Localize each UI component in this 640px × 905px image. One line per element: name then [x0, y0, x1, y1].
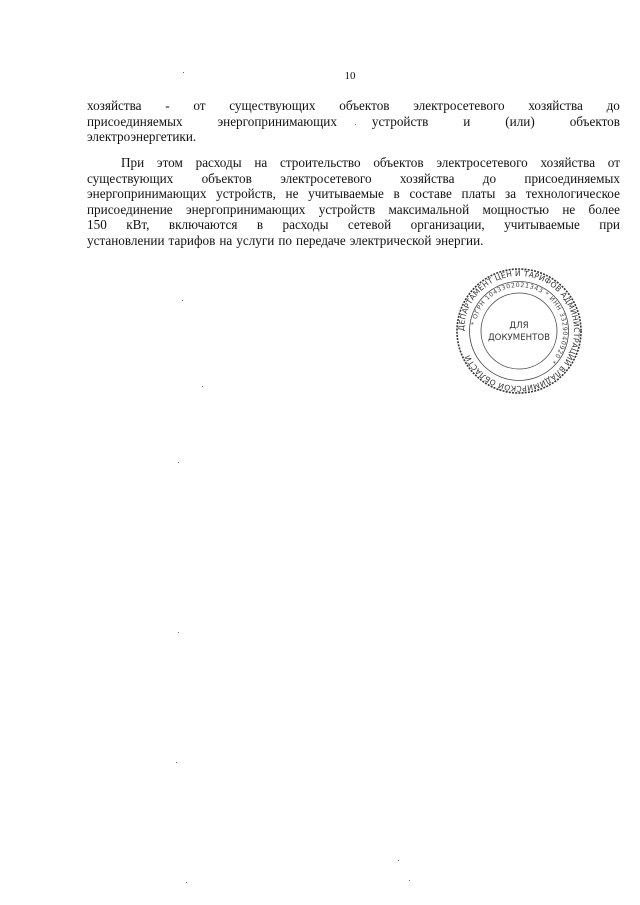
text-line [87, 233, 620, 249]
word: этом [156, 155, 183, 170]
word: электроэнергетики. [87, 129, 197, 145]
word: хозяйства [528, 98, 583, 113]
word: объектов [201, 170, 252, 186]
scan-speck [176, 762, 177, 763]
word: в [393, 186, 400, 202]
word: энергопринимающих [87, 186, 207, 202]
text-line [87, 202, 620, 218]
word: по [278, 232, 293, 248]
word: включаются [168, 217, 238, 233]
paragraph-2 [87, 155, 620, 249]
text-line [87, 186, 620, 202]
word: платы [461, 186, 496, 202]
word: на [219, 232, 233, 248]
word: передаче [296, 232, 346, 248]
word: не [562, 201, 576, 217]
scan-speck [182, 300, 183, 301]
text-line [87, 171, 620, 187]
word: электрической [349, 232, 432, 248]
word: энергопринимающих [185, 201, 306, 217]
text-line [87, 114, 620, 130]
word: кВт, [126, 217, 150, 233]
word: электросетевого [280, 170, 372, 186]
word: учитываемые [308, 186, 384, 202]
word: энергии. [435, 232, 484, 248]
word: присоединяемых [87, 113, 183, 129]
word: за [505, 186, 517, 202]
word: объектов [569, 113, 620, 129]
text-line [87, 155, 620, 171]
word: энергопринимающих [217, 113, 337, 129]
scan-speck [409, 880, 410, 881]
word: электросетевого [413, 98, 505, 113]
scan-speck [186, 882, 187, 883]
word: расходы [282, 217, 329, 233]
word: хозяйства [87, 98, 142, 113]
scan-speck [183, 72, 184, 73]
word: существующих [87, 170, 174, 186]
seal-outer-text: ДЕПАРТАМЕНТ ЦЕН И ТАРИФОВ АДМИНИСТРАЦИИ ВЛАДИМИРСКОЙ ОБЛАСТИ [456, 268, 582, 394]
word: 150 [87, 217, 107, 233]
seal-center-line-1: ДЛЯ [509, 321, 529, 331]
scan-speck [178, 462, 179, 463]
word: тарифов [168, 232, 216, 248]
seal-center-line-2: ДОКУМЕНТОВ [487, 333, 551, 343]
scan-speck [202, 386, 203, 387]
word: устройств [371, 113, 429, 129]
word: составе [409, 186, 452, 202]
word: максимальной [388, 201, 470, 217]
word: услуги [236, 232, 275, 248]
word: - [165, 98, 170, 113]
text-line [87, 129, 620, 145]
word: присоединяемых [524, 170, 620, 186]
word: на [254, 155, 268, 170]
scan-speck [398, 860, 399, 861]
word: мощностью [482, 201, 549, 217]
word: до [606, 98, 620, 113]
text-line [87, 98, 620, 114]
page-number: 10 [344, 70, 356, 82]
scan-speck [355, 124, 356, 125]
word: сетевой [347, 217, 392, 233]
word: (или) [505, 113, 535, 129]
word: объектов [373, 155, 424, 170]
word: существующих [229, 98, 316, 113]
scan-speck [178, 632, 179, 633]
paragraph-1 [87, 98, 620, 145]
word: электросетевого [436, 155, 528, 170]
word: при [599, 217, 620, 233]
word: от [607, 155, 620, 170]
word: хозяйства [399, 170, 455, 186]
word: При [121, 155, 145, 170]
word: устройств, [216, 186, 276, 202]
word: установлении [87, 232, 165, 248]
word: до [482, 170, 497, 186]
word: расходы [195, 155, 242, 170]
word: технологическое [525, 186, 620, 202]
word: присоединение [87, 201, 173, 217]
seal-inner-text: * ОГРН 1043302021343 * ИНН 3329040920 * [470, 281, 569, 366]
word: и [463, 113, 471, 129]
word: объектов [339, 98, 390, 113]
word: устройств [318, 201, 376, 217]
text-line [87, 217, 620, 233]
word: строительство [280, 155, 361, 170]
word: от [193, 98, 206, 113]
word: учитываемые [504, 217, 580, 233]
word: не [285, 186, 299, 202]
word: организации, [410, 217, 485, 233]
official-seal-stamp [455, 267, 583, 395]
word: хозяйства [540, 155, 596, 170]
word: более [588, 201, 620, 217]
word: в [256, 217, 264, 233]
